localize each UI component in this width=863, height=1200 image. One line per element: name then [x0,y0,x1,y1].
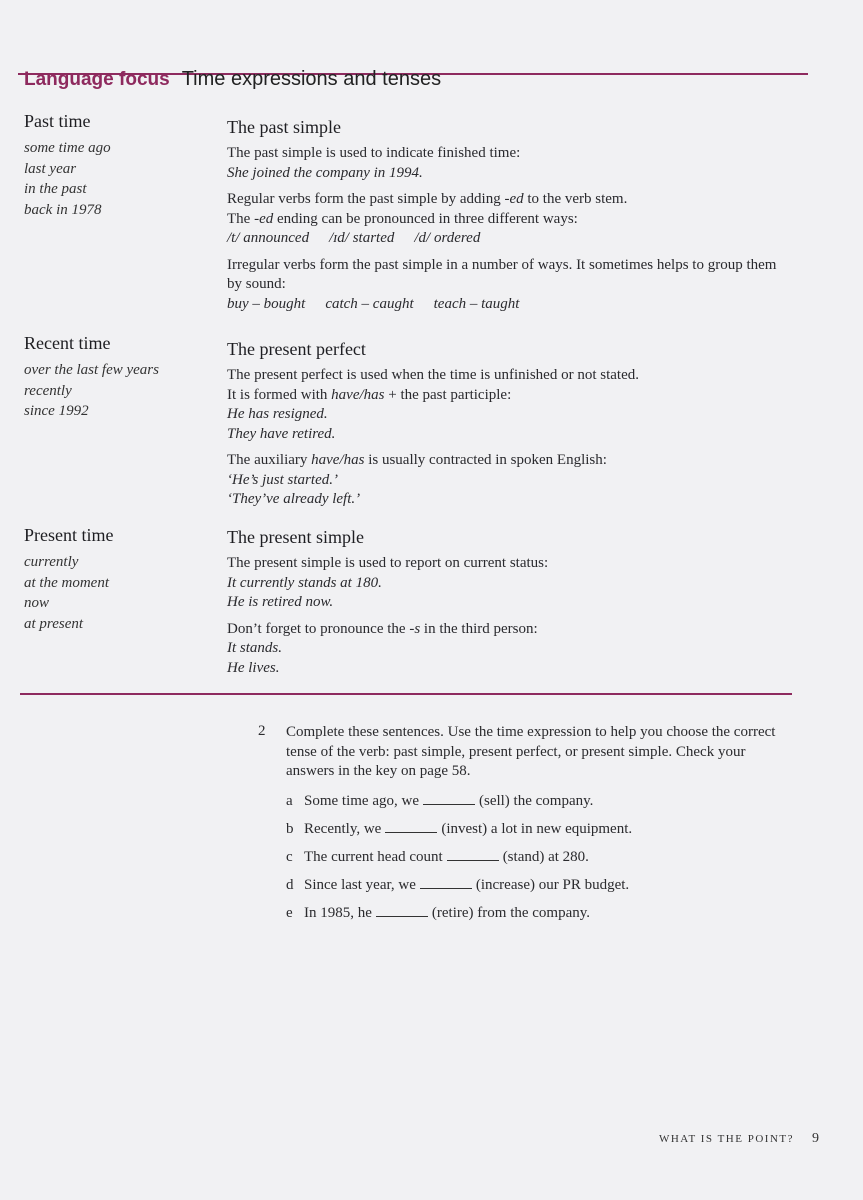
time-expression: since 1992 [24,403,89,419]
present-perfect-title: The present perfect [227,339,366,359]
past-simple-block [227,117,787,321]
example-sentence: ‘He’s just started.’ [227,471,338,488]
paragraph-text: in the third person: [420,620,538,637]
item-text-after: (increase) our PR budget. [475,876,630,893]
exercise-item-a [286,791,788,811]
time-expression: now [24,595,50,611]
suffix-term: -s [409,620,421,637]
item-text-before: The current head count [304,848,443,865]
paragraph-text: + the past participle: [384,386,512,403]
time-expression: currently [24,554,79,570]
exercise-item-b [286,819,788,839]
paragraph [227,451,787,510]
paragraph-text: It is formed with [227,386,332,403]
answer-blank[interactable] [447,848,499,861]
time-expression: at present [24,615,84,632]
pronunciation-example: /t/ announced [227,230,310,246]
exercise-instructions: Complete these sentences. Use the time expression to help you choose the correct tense of the verb: past simple, present perfect, or present simple. Check your answers in the key on page 58. [286,724,776,779]
suffix-term: -ed [254,210,274,227]
paragraph-text: Irregular verbs form the past simple in a number of ways. It sometimes helps to group them by sound: [227,256,777,292]
item-text-before: Since last year, we [304,876,416,893]
paragraph [227,554,787,613]
paragraph [227,144,787,183]
paragraph-text: The [227,210,255,227]
exercise-item-c [286,847,788,867]
present-time-label: Present time [24,525,114,545]
pronunciation-example: /d/ ordered [414,230,481,246]
item-letter: d [286,876,294,893]
recent-time-column [24,333,209,422]
item-letter: c [286,848,293,865]
item-text-after: (stand) at 280. [502,848,589,865]
paragraph [227,190,787,249]
answer-blank[interactable] [376,904,428,917]
item-text-after: (retire) from the company. [431,904,591,921]
time-expression: some time ago [24,140,111,156]
paragraph-text: Don’t forget to pronounce the [227,620,410,637]
time-expression: at the moment [24,574,109,591]
paragraph [227,620,787,679]
paragraph-text: to the verb stem. [523,191,628,207]
answer-blank[interactable] [385,820,437,833]
item-text-before: Some time ago, we [304,792,419,809]
irregular-example: buy – bought [227,295,306,312]
example-sentence: It stands. [227,640,283,656]
exercise-number: 2 [258,723,266,739]
item-text-before: In 1985, he [304,904,372,921]
past-simple-title: The past simple [227,117,341,137]
paragraph [227,256,787,315]
auxiliary-term: have/has [311,452,365,468]
item-letter: b [286,820,294,837]
present-simple-block [227,527,787,685]
section-header [24,68,441,91]
example-sentence: He is retired now. [227,594,334,610]
past-time-column [24,111,209,220]
item-text-after: (invest) a lot in new equipment. [441,820,633,837]
auxiliary-term: have/has [331,386,385,403]
recent-time-label: Recent time [24,333,111,353]
time-expression: back in 1978 [24,201,102,218]
pronunciation-example: /ɪd/ started [329,230,395,246]
present-perfect-block [227,339,787,517]
exercise-item-d [286,875,788,895]
time-expression: recently [24,382,72,399]
example-sentence: She joined the company in 1994. [227,164,423,181]
paragraph-text: ending can be pronounced in three different ways: [273,210,578,227]
exercise-item-e [286,903,788,923]
item-text-after: (sell) the company. [478,792,594,809]
item-letter: a [286,792,293,809]
present-time-column [24,525,209,634]
irregular-example: catch – caught [325,295,414,312]
exercise-items [286,791,788,923]
exercise-2 [258,723,788,931]
answer-blank[interactable] [423,792,475,805]
item-text-before: Recently, we [304,820,382,837]
time-expression: in the past [24,181,87,197]
example-sentence: It currently stands at 180. [227,574,382,591]
page-number: 9 [812,1131,819,1146]
section-title: Time expressions and tenses [181,68,442,90]
example-sentence: They have retired. [227,425,336,442]
suffix-term: -ed [504,191,524,207]
paragraph-text: The auxiliary [227,452,312,468]
irregular-example: teach – taught [433,295,520,312]
item-letter: e [286,904,293,921]
paragraph-text: The present simple is used to report on current status: [227,555,549,571]
paragraph-text: The present perfect is used when the time is unfinished or not stated. [227,367,639,383]
past-time-label: Past time [24,111,91,131]
language-focus-label: Language focus [24,69,170,90]
paragraph-text: Regular verbs form the past simple by adding [227,191,505,207]
example-sentence: ‘They’ve already left.’ [227,491,361,507]
section-divider [20,693,792,695]
present-simple-title: The present simple [227,527,364,547]
example-sentence: He lives. [227,659,280,676]
page-footer [659,1131,819,1147]
irregular-examples [227,296,539,312]
paragraph [227,366,787,444]
paragraph-text: The past simple is used to indicate finished time: [227,145,521,161]
answer-blank[interactable] [420,876,472,889]
paragraph-text: is usually contracted in spoken English: [364,452,607,468]
running-head: WHAT IS THE POINT? [658,1133,794,1145]
time-expression: last year [24,160,77,177]
pronunciation-examples [227,230,500,246]
example-sentence: He has resigned. [227,406,328,422]
time-expression: over the last few years [24,362,159,378]
